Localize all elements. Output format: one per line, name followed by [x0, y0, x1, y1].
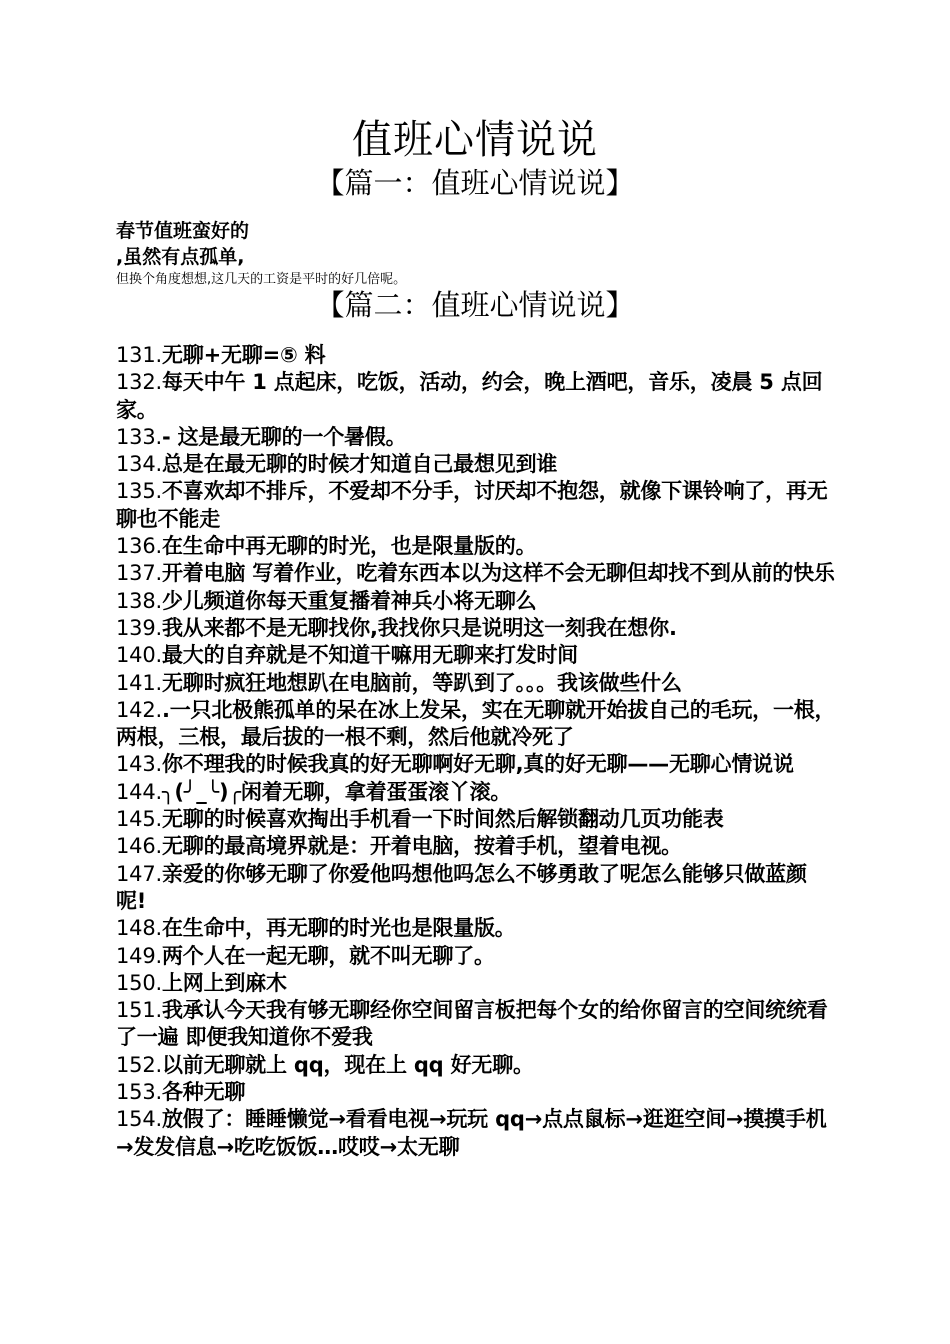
list-item	[116, 369, 836, 424]
list-item-text: 在生命中，再无聊的时光也是限量版。	[161, 916, 516, 941]
list-item	[116, 451, 836, 478]
list-item-number: 144.	[116, 779, 162, 804]
list-item-text: ╮(╯_╰)╭闲着无聊，拿着蛋蛋滚丫滚。	[161, 779, 512, 804]
list-item-number: 152.	[116, 1052, 162, 1077]
list-item-text: 以前无聊就上 qq，现在上 qq 好无聊。	[161, 1052, 534, 1077]
list-item-text: 不喜欢却不排斥，不爱却不分手，讨厌却不抱怨，就像下课铃响了，再无聊也不能走	[116, 479, 828, 531]
list-item-number: 138.	[116, 588, 162, 613]
list-item-text: 我从来都不是无聊找你,我找你只是说明这一刻我在想你.	[161, 615, 677, 640]
list-item	[116, 1079, 836, 1106]
list-item	[116, 342, 836, 369]
list-item	[116, 970, 836, 997]
list-item	[116, 478, 836, 533]
list-item	[116, 615, 836, 642]
list-item-text: 开着电脑 写着作业，吃着东西本以为这样不会无聊但却找不到从前的快乐	[161, 561, 835, 586]
list-item-number: 134.	[116, 452, 162, 477]
list-item	[116, 806, 836, 833]
list-item-number: 149.	[116, 943, 162, 968]
list-item-number: 136.	[116, 534, 162, 559]
list-item-text: 无聊的最高境界就是：开着电脑，按着手机，望着电视。	[161, 834, 682, 859]
list-item	[116, 560, 836, 587]
list-item	[116, 751, 836, 778]
list-item	[116, 424, 836, 451]
list-item	[116, 915, 836, 942]
list-item	[116, 670, 836, 697]
section-1-line: 春节值班蛮好的	[116, 220, 250, 242]
list-item-text: 亲爱的你够无聊了你爱他吗想他吗怎么不够勇敢了呢怎么能够只做蓝颜呢!	[116, 861, 807, 913]
list-item-number: 137.	[116, 561, 162, 586]
list-item-number: 139.	[116, 615, 162, 640]
list-item-text: 无聊的时候喜欢掏出手机看一下时间然后解锁翻动几页功能表	[161, 807, 724, 832]
list-item-text: 你不理我的时候我真的好无聊啊好无聊,真的好无聊——无聊心情说说	[161, 752, 794, 777]
list-item-text: 放假了：睡睡懒觉→看看电视→玩玩 qq→点点鼠标→逛逛空间→摸摸手机→发发信息→吃吃饭饭…哎哎→太无聊	[116, 1107, 827, 1159]
list-item	[116, 642, 836, 669]
list-item-text: 我承认今天我有够无聊经你空间留言板把每个女的给你留言的空间统统看了一遍 即便我知道你不爱我	[116, 998, 828, 1050]
list-item-text: 无聊时疯狂地想趴在电脑前，等趴到了。。。我该做些什么	[161, 670, 682, 695]
list-item	[116, 997, 836, 1052]
list-item-number: 151.	[116, 998, 162, 1023]
section-heading-1: 【篇一：值班心情说说】	[315, 166, 635, 200]
list-item-text: 上网上到麻木	[161, 970, 287, 995]
section-heading-2: 【篇二：值班心情说说】	[315, 288, 635, 322]
list-item-number: 146.	[116, 834, 162, 859]
list-item-number: 153.	[116, 1080, 162, 1105]
list-item-number: 141.	[116, 670, 162, 695]
list-item-text: .一只北极熊孤单的呆在冰上发呆，实在无聊就开始拔自己的毛玩，一根，两根，三根，最后拔的一根不剩，然后他就冷死了	[116, 697, 836, 750]
list-item	[116, 1106, 836, 1161]
list-item-number: 147.	[116, 861, 162, 886]
list-item-text: - 这是最无聊的一个暑假。	[161, 424, 407, 449]
list-item-text: 两个人在一起无聊，就不叫无聊了。	[161, 943, 495, 968]
list-item-text: 每天中午 1 点起床，吃饭，活动，约会，晚上酒吧，音乐，凌晨 5 点回家。	[116, 370, 823, 422]
list-item-text: 各种无聊	[161, 1080, 246, 1105]
list-item-number: 142.	[116, 697, 162, 722]
section-1-note: 但换个角度想想,这几天的工资是平时的好几倍呢。	[116, 272, 407, 287]
list-item-number: 148.	[116, 916, 162, 941]
list-item-number: 131.	[116, 343, 162, 367]
quote-list	[116, 342, 836, 1161]
list-item	[116, 943, 836, 970]
list-item	[116, 533, 836, 560]
list-item-number: 145.	[116, 807, 162, 832]
list-item-text: 少儿频道你每天重复播着神兵小将无聊么	[161, 588, 537, 613]
list-item-text: 在生命中再无聊的时光，也是限量版的。	[161, 534, 537, 559]
list-item	[116, 697, 836, 752]
list-item-text: 最大的自弃就是不知道干嘛用无聊来打发时间	[161, 643, 578, 668]
section-1-body	[116, 218, 836, 290]
list-item	[116, 779, 836, 806]
list-item	[116, 1052, 836, 1079]
list-item-number: 154.	[116, 1107, 162, 1132]
list-item-number: 135.	[116, 479, 162, 504]
list-item-number: 143.	[116, 752, 162, 777]
list-item	[116, 833, 836, 860]
list-item	[116, 588, 836, 615]
list-item-text: 总是在最无聊的时候才知道自己最想见到谁	[161, 452, 558, 477]
list-item-text: 无聊+无聊=⑤ 料	[161, 343, 326, 367]
page-title: 值班心情说说	[352, 117, 598, 163]
list-item	[116, 861, 836, 916]
list-item-number: 133.	[116, 424, 162, 449]
list-item-number: 140.	[116, 643, 162, 668]
section-1-line: ,虽然有点孤单,	[116, 246, 245, 268]
list-item-number: 132.	[116, 370, 162, 395]
list-item-number: 150.	[116, 970, 162, 995]
